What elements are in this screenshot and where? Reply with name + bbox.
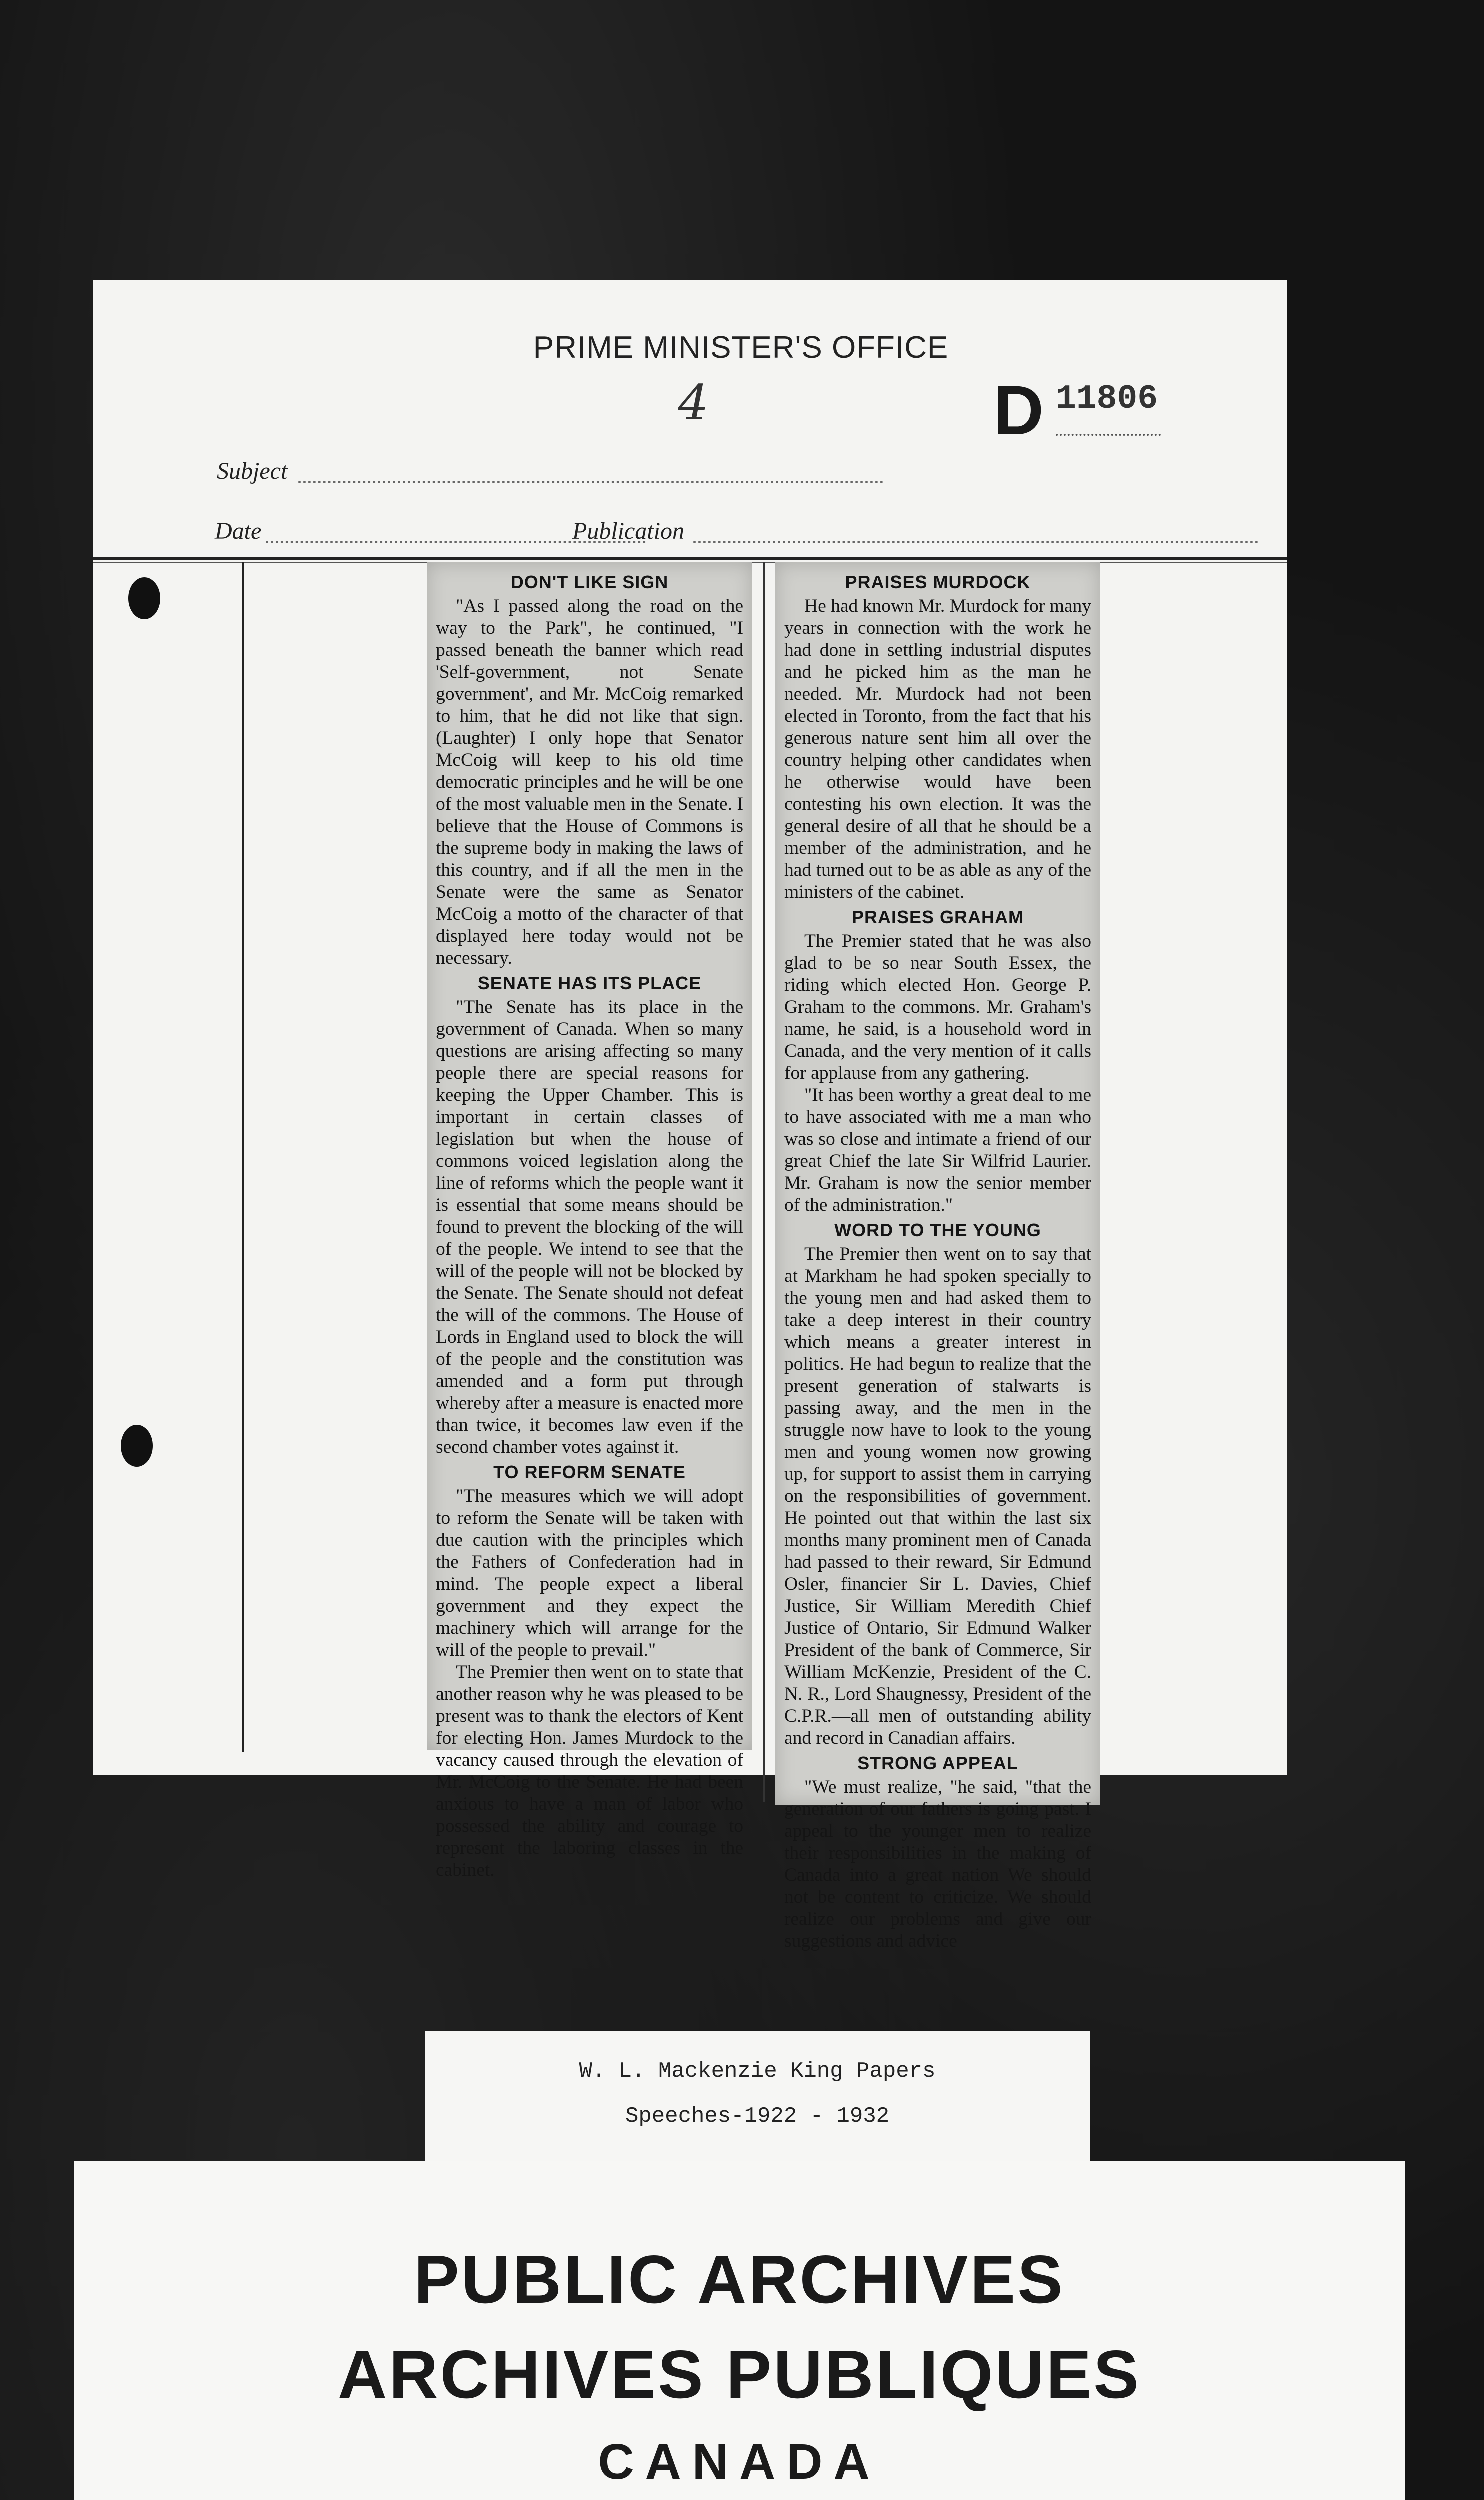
- publication-label: Publication: [572, 518, 684, 544]
- article-paragraph: "As I passed along the road on the way to the Park", he continued, "I passed beneath the banner which read 'Self-government, not Senate government', and Mr. McCoig remarked to him, that he did not like that sign. (Laughter) I only hope that Senator McCoig will keep to his old time democratic principles and he will be one of the most valuable men in the Senate. I believe that the House of Commons is the supreme body in making the laws of this country, and if all the men in the Senate were the same as Senator McCoig a motto of the character of that displayed here today would not be necessary.: [436, 596, 744, 968]
- publication-line: [694, 541, 1258, 544]
- article-paragraph: "The measures which we will adopt to reform the Senate will be taken with due caution with the principles which the Fathers of Confederation had in mind. The people expect a liberal government and they expect the machinery which will arrange for the will of the people to prevail.": [436, 1486, 744, 1660]
- handwritten-page-number: 4: [678, 375, 709, 431]
- article-paragraph: "The Senate has its place in the government of Canada. When so many questions are arising affecting so many people there are special reasons for keeping the Upper Chamber. This is important in certain classes of legislation but when the house of commons voiced legislation along the line of reforms which the people want it is essential that some means should be found to prevent the blocking of the will of the people. We intend to see that the will of the people will not be blocked by the Senate. The Senate should not defeat the will of the commons. The House of Lords in England used to block the will of the people and the constitution was amended and a form put through whereby after a measure is enacted more than twice, it becomes law even if the second chamber votes against it.: [436, 997, 744, 1458]
- article-paragraph: The Premier stated that he was also glad to be so near South Essex, the riding which elected Hon. George P. Graham to the commons. Mr. Graham's name, he said, is a household word in Canada, and the very mention of it calls for applause from any gathering.: [784, 931, 1092, 1084]
- section-heading: PRAISES MURDOCK: [845, 572, 1031, 592]
- punch-hole-top: [128, 578, 160, 620]
- collection-series: Speeches-1922 - 1932: [625, 2104, 890, 2129]
- document-number: 11806: [1056, 380, 1158, 418]
- clipping-sheet: [94, 280, 1288, 1952]
- margin-line: [242, 562, 244, 1752]
- section-heading: SENATE HAS ITS PLACE: [478, 973, 702, 994]
- clipping-left-column: [427, 562, 752, 1880]
- archives-country: CANADA: [598, 2434, 881, 2490]
- section-heading: STRONG APPEAL: [858, 1753, 1018, 1774]
- article-paragraph: "It has been worthy a great deal to me to have associated with me a man who was so close and intimate a friend of our great Chief the late Sir Wilfrid Laurier. Mr. Graham is now the senior member of the administration.": [784, 1085, 1092, 1216]
- office-title: PRIME MINISTER'S OFFICE: [533, 330, 949, 365]
- article-paragraph: The Premier then went on to state that another reason why he was pleased to be present was to thank the electors of Kent for electing Hon. James Murdock to the vacancy caused through the elevation of Mr. McCoig to the Senate. He had been anxious to have a man of labor who possessed the ability and courage to represent the laboring classes in the cabinet.: [436, 1662, 744, 1880]
- collection-name: W. L. Mackenzie King Papers: [579, 2059, 936, 2084]
- date-label: Date: [215, 518, 262, 544]
- header-rule: [94, 558, 1288, 560]
- archives-english: PUBLIC ARCHIVES: [414, 2242, 1065, 2318]
- section-heading: DON'T LIKE SIGN: [510, 572, 669, 592]
- column-separator: [764, 562, 766, 1802]
- document-series-letter: D: [994, 371, 1044, 450]
- section-heading: WORD TO THE YOUNG: [834, 1220, 1042, 1240]
- collection-label: [425, 2031, 1090, 2161]
- article-paragraph: He had known Mr. Murdock for many years in connection with the work he had done in settling industrial disputes and he picked him as the man he needed. Mr. Murdock had not been elected in Toronto, from the fact that his generous nature sent him all over the country helping other candidates when he otherwise would have been contesting his own election. It was the general desire of all that he should be a member of the administration, and he had turned out to be as able as any of the ministers of the cabinet.: [784, 596, 1092, 902]
- archives-stamp: [74, 2161, 1405, 2500]
- section-heading: PRAISES GRAHAM: [852, 907, 1024, 928]
- clipping-right-column: [776, 562, 1100, 1952]
- section-heading: TO REFORM SENATE: [494, 1462, 686, 1482]
- archives-french: ARCHIVES PUBLIQUES: [338, 2336, 1141, 2412]
- subject-label: Subject: [217, 458, 288, 484]
- subject-line: [298, 481, 884, 484]
- document-number-underline: [1056, 434, 1161, 436]
- article-paragraph: "We must realize, "he said, "that the generation of our fathers is going past. I appeal to the younger men to realize their responsibilities in the making of Canada into a great nation We should not be content to criticize. We should realize our problems and give our suggestions and advice: [784, 1777, 1092, 1952]
- punch-hole-bottom: [121, 1425, 153, 1467]
- article-paragraph: The Premier then went on to say that at Markham he had spoken specially to the young men and had asked them to take a deep interest in their country which means a greater interest in politics. He had begun to realize that the present generation of stalwarts is passing away, and the men in the struggle now have to look to the young men and young women now growing up, for support to assist them in carrying on the responsibilities of government. He pointed out that within the last six months many prominent men of Canada had passed to their reward, Sir Edmund Osler, financier Sir L. Davies, Chief Justice, Sir William Meredith Chief Justice of Ontario, Sir Edmund Walker President of the bank of Commerce, Sir William McKenzie, President of the C. N. R., Lord Shaugnessy, President of the C.P.R.—all men of outstanding ability and record in Canadian affairs.: [784, 1244, 1092, 1748]
